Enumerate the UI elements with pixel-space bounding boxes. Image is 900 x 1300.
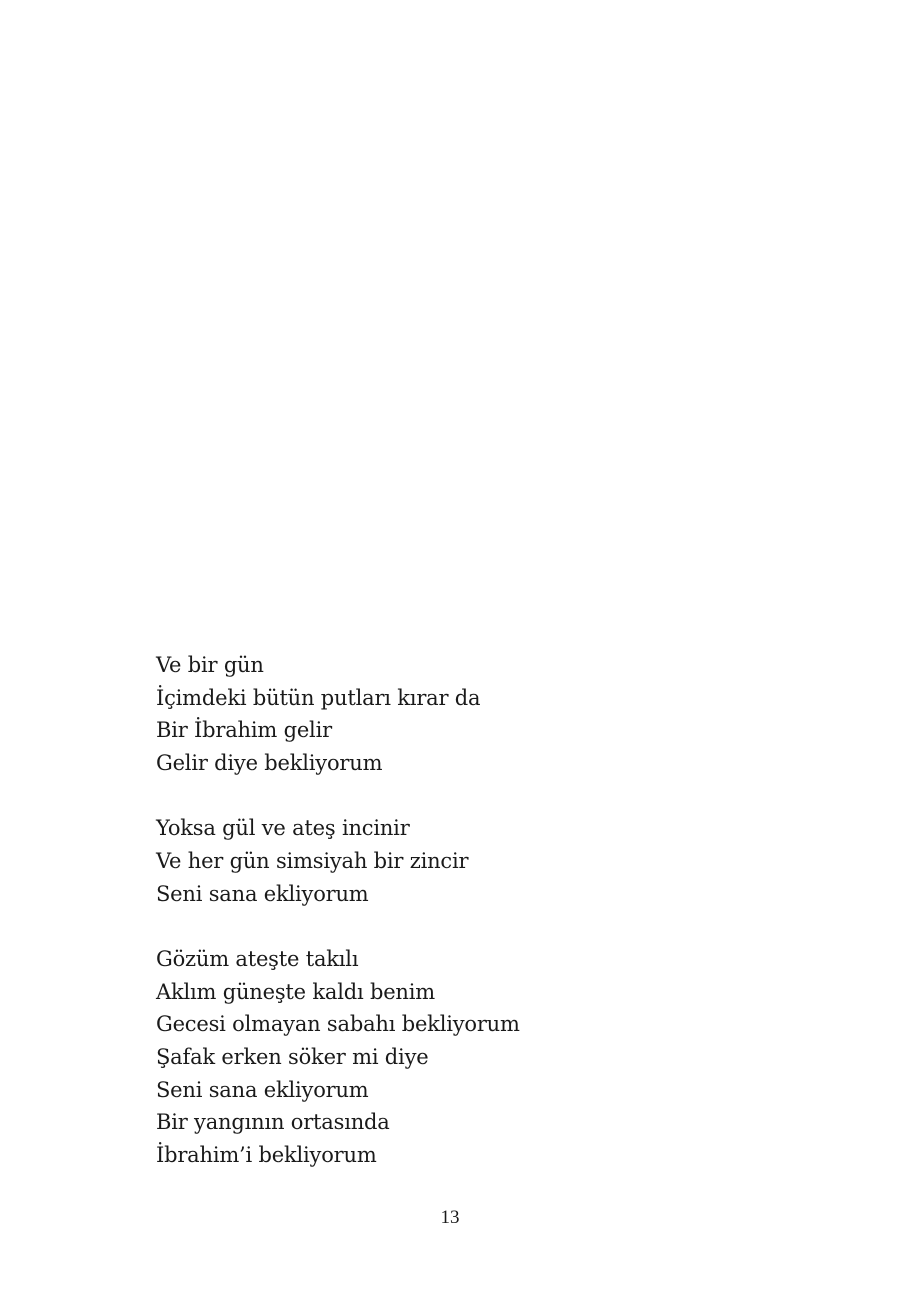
poem-line: Şafak erken söker mi diye (156, 1044, 429, 1069)
poem-line: Ve bir gün (156, 653, 264, 677)
poem-line: Bir İbrahim gelir (156, 718, 332, 743)
poem-line: Bir yangının ortasında (156, 1110, 390, 1135)
poem-line: Ve her gün simsiyah bir zincir (156, 848, 469, 873)
poem-line: Gözüm ateşte takılı (156, 947, 359, 972)
poem-line: Aklım güneşte kaldı benim (156, 979, 435, 1004)
stanza-3 (156, 943, 756, 1171)
stanza-2 (156, 812, 756, 910)
poem-line: Gelir diye bekliyorum (156, 750, 383, 775)
poem-line: Seni sana ekliyorum (156, 1077, 369, 1102)
poem-line: İçimdeki bütün putları kırar da (156, 685, 481, 710)
poem-line: İbrahim’i bekliyorum (156, 1142, 377, 1167)
page-number: 13 (440, 1207, 460, 1228)
poem-line: Yoksa gül ve ateş incinir (156, 816, 410, 841)
poem-line: Gecesi olmayan sabahı bekliyorum (156, 1012, 520, 1037)
stanza-1 (156, 649, 756, 779)
poem (156, 649, 756, 1171)
poem-line: Seni sana ekliyorum (156, 881, 369, 906)
